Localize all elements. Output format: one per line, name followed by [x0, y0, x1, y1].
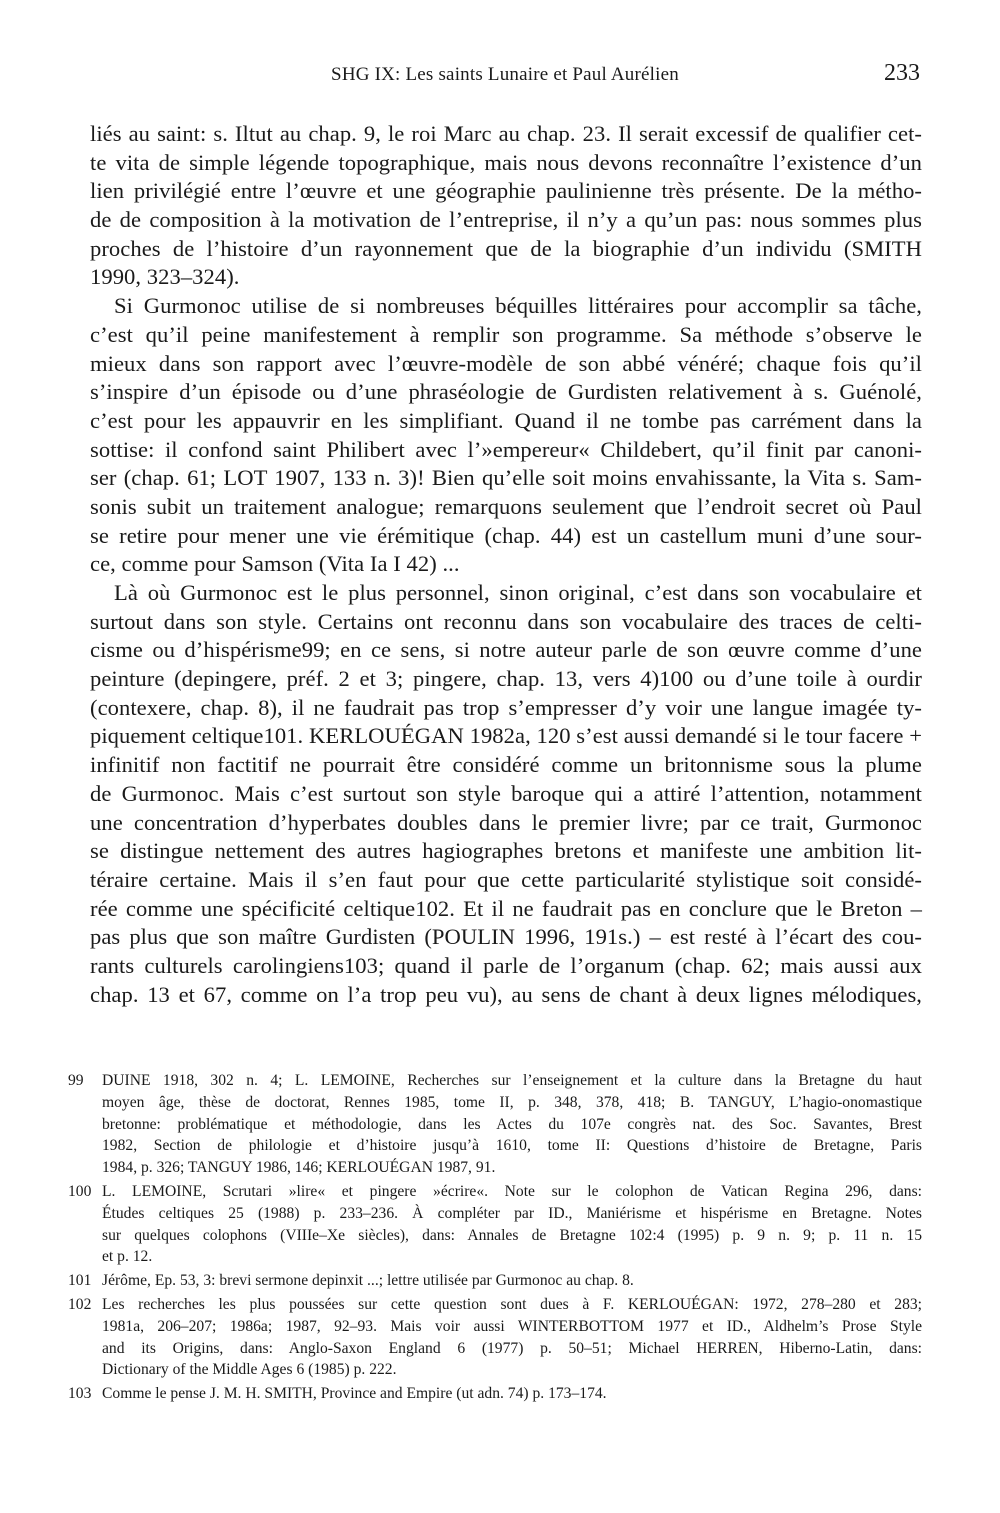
text-line: proches de l’histoire d’un rayonnement que de la biographie d’un individu (SMITH — [90, 235, 922, 261]
text-line: c’est qu’il peine manifestement à remplir son programme. Sa méthode s’observe le — [90, 321, 922, 347]
footnote — [68, 1181, 922, 1268]
text-line: lien privilégié entre l’œuvre et une géographie paulinienne très présente. De la métho- — [90, 178, 922, 204]
text-line: cisme ou d’hispérisme99; en ce sens, si notre auteur parle de son œuvre comme d’une — [90, 637, 922, 663]
footnote-line: 1981a, 206–207; 1986a; 1987, 92–93. Mais voir aussi WINTERBOTTOM 1977 et ID., Aldhelm’s Prose Style — [102, 1317, 922, 1335]
footnote-line: L. LEMOINE, Scrutari »lire« et pingere »écrire«. Note sur le colophon de Vatican Regina 296, dans: — [102, 1182, 922, 1200]
page-header — [90, 58, 920, 98]
footnote-number: 101 — [68, 1272, 92, 1290]
text-line: ser (chap. 61; LOT 1907, 133 n. 3)! Bien qu’elle soit moins envahissante, la Vita s. Sam- — [90, 465, 922, 491]
page-number: 233 — [884, 60, 920, 86]
footnote-line: sur quelques colophons (VIIIe–Xe siècles), dans: Annales de Bretagne 102:4 (1995) p. 9 n. 9; p. 11 n. 15 — [102, 1226, 922, 1244]
footnote-number: 100 — [68, 1182, 92, 1200]
footnote-line: Études celtiques 25 (1988) p. 233–236. À compléter par ID., Maniérisme et hispérisme en Bretagne. Notes — [102, 1204, 922, 1222]
running-head: SHG IX: Les saints Lunaire et Paul Aurélien — [331, 64, 679, 85]
text-line: infinitif non factitif ne pourrait être considéré comme un britonnisme sous la plume — [90, 752, 922, 778]
text-line: se retire pour mener une vie érémitique (chap. 44) est un castellum muni d’une sour- — [90, 522, 922, 548]
text-line: téraire certaine. Mais il s’en faut pour que cette particularité stylistique soit considé- — [90, 866, 922, 892]
text-line: (contexere, chap. 8), il ne faudrait pas trop s’empresser d’y voir une langue imagée ty- — [90, 694, 922, 720]
text-line: piquement celtique101. KERLOUÉGAN 1982a, 120 s’est aussi demandé si le tour facere + — [90, 723, 922, 749]
footnote — [68, 1070, 922, 1179]
footnote-line: 1984, p. 326; TANGUY 1986, 146; KERLOUÉGAN 1987, 91. — [102, 1159, 496, 1177]
text-line: chap. 13 et 67, comme on l’a trop peu vu), au sens de chant à deux lignes mélodiques, — [90, 981, 922, 1007]
text-line: rée comme une spécificité celtique102. Et il ne faudrait pas en conclure que le Breton – — [90, 895, 922, 921]
footnote — [68, 1294, 922, 1381]
text-line: se distingue nettement des autres hagiographes bretons et manifeste une ambition lit- — [90, 838, 922, 864]
text-line: une concentration d’hyperbates doubles dans le premier livre; par ce trait, Gurmonoc — [90, 809, 922, 835]
text-line: s’inspire d’un épisode ou d’une phraséologie de Gurdisten relativement à s. Guénolé, — [90, 379, 922, 405]
footnote-line: DUINE 1918, 302 n. 4; L. LEMOINE, Recherches sur l’enseignement et la culture dans la Bretagne du haut — [102, 1072, 922, 1089]
footnote-line: moyen âge, thèse de doctorat, Rennes 1985, tome II, p. 348, 378, 418; B. TANGUY, L’hagio-onomastique — [102, 1093, 922, 1111]
text-line: de de composition à la motivation de l’entreprise, il n’y a qu’un pas: nous sommes plus — [90, 207, 922, 233]
footnote-number: 99 — [68, 1072, 84, 1089]
footnote-line: 1982, Section de philologie et d’histoire jusqu’à 1610, tome II: Questions d’histoire de Bretagne, Paris — [102, 1137, 922, 1155]
footnotes — [68, 1070, 922, 1407]
text-line: Là où Gurmonoc est le plus personnel, sinon original, c’est dans son vocabulaire et — [114, 580, 922, 605]
footnote-number: 102 — [68, 1295, 92, 1313]
footnote — [68, 1383, 922, 1405]
text-line: rants culturels carolingiens103; quand il parle de l’organum (chap. 62; mais aussi aux — [90, 952, 922, 978]
text-line: pas plus que son maître Gurdisten (POULIN 1996, 191s.) – est resté à l’écart des cou- — [90, 924, 922, 950]
text-line: liés au saint: s. Iltut au chap. 9, le roi Marc au chap. 23. Il serait excessif de qualifier cet- — [90, 121, 922, 146]
text-line: de Gurmonoc. Mais c’est surtout son style baroque qui a attiré l’attention, notamment — [90, 780, 922, 806]
text-line: Si Gurmonoc utilise de si nombreuses béquilles littéraires pour accomplir sa tâche, — [114, 293, 922, 319]
text-line: te vita de simple légende topographique, mais nous devons reconnaître l’existence d’un — [90, 149, 922, 175]
text-line: c’est pour les appauvrir en les simplifiant. Quand il ne tombe pas carrément dans la — [90, 407, 922, 433]
text-line: surtout dans son style. Certains ont reconnu dans son vocabulaire des traces de celti- — [90, 608, 922, 634]
footnote-line: Les recherches les plus poussées sur cette question sont dues à F. KERLOUÉGAN: 1972, 278–280 et 283; — [102, 1295, 922, 1313]
footnote-line: et p. 12. — [102, 1248, 153, 1266]
main-text — [90, 120, 922, 1009]
footnote-line: bretonne: problématique et méthodologie, dans les Actes du 107e congrès nat. des Soc. Savantes, Brest — [102, 1115, 922, 1133]
text-line: ce, comme pour Samson (Vita Ia I 42) ... — [90, 551, 460, 577]
footnote-line: and its Origins, dans: Anglo-Saxon England 6 (1977) p. 50–51; Michael HERREN, Hiberno-Latin, dans: — [102, 1339, 922, 1357]
footnote — [68, 1270, 922, 1292]
footnote-line: Jérôme, Ep. 53, 3: brevi sermone depinxit ...; lettre utilisée par Gurmonoc au chap. 8. — [102, 1272, 634, 1290]
text-line: 1990, 323–324). — [90, 264, 240, 290]
footnote-number: 103 — [68, 1385, 92, 1403]
text-line: peinture (depingere, préf. 2 et 3; pingere, chap. 13, vers 4)100 ou d’une toile à ourdir — [90, 666, 922, 692]
text-line: mieux dans son rapport avec l’œuvre-modèle de son abbé vénéré; chaque fois qu’il — [90, 350, 922, 376]
footnote-line: Dictionary of the Middle Ages 6 (1985) p. 222. — [102, 1361, 397, 1379]
text-line: sottise: il confond saint Philibert avec l’»empereur« Childebert, qu’il finit par canoni- — [90, 436, 922, 462]
text-line: sonis subit un traitement analogue; remarquons seulement que l’endroit secret où Paul — [90, 493, 922, 519]
footnote-line: Comme le pense J. M. H. SMITH, Province and Empire (ut adn. 74) p. 173–174. — [102, 1385, 607, 1403]
